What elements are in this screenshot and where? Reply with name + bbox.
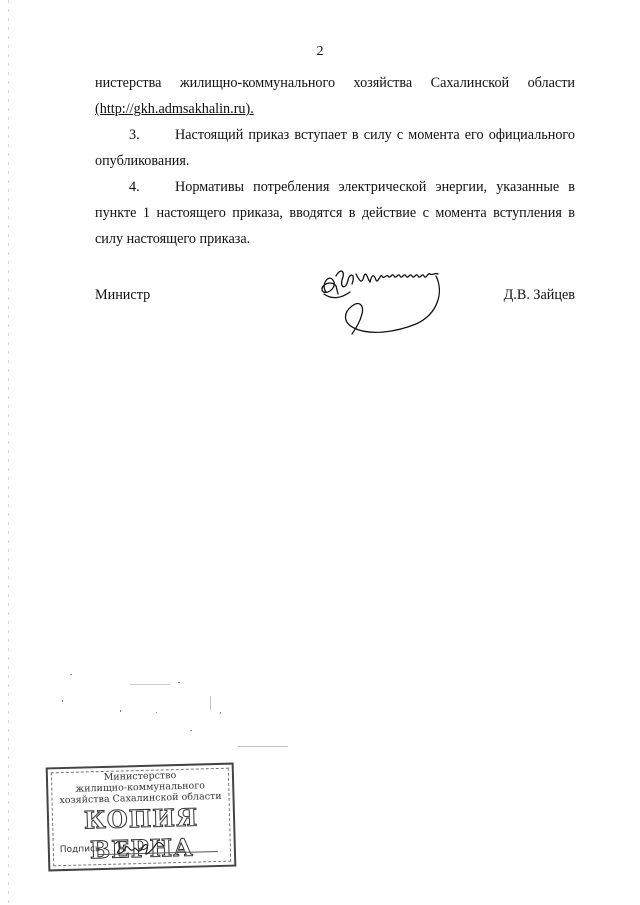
body-line-2	[95, 96, 575, 122]
paragraph-4-text-end: силу настоящего приказа.	[95, 231, 251, 247]
stamp-signature-label: Подпись	[59, 844, 101, 856]
paragraph-3-text-cont: опубликования.	[95, 153, 190, 169]
paragraph-4-line-1	[95, 174, 575, 200]
stamp-handwritten-initials	[111, 832, 172, 862]
body-line-1	[95, 70, 575, 96]
scan-edge-artifact	[8, 0, 9, 905]
handwritten-signature	[312, 262, 452, 342]
paragraph-3-line-2	[95, 148, 575, 174]
website-link[interactable]: (http://gkh.admsakhalin.ru).	[95, 101, 254, 117]
paragraph-3-text: Настоящий приказ вступает в силу с момента его официального	[175, 127, 575, 143]
certified-copy-stamp	[46, 763, 237, 872]
document-body	[95, 70, 575, 252]
stamp-region-line: хозяйства Сахалинской области	[59, 790, 222, 807]
paragraph-4-text-cont: пункте 1 настоящего приказа, вводятся в действие с момента вступления в	[95, 205, 575, 221]
stamp-headline: КОПИЯ ВЕРНА	[83, 802, 199, 865]
paragraph-4-line-2	[95, 200, 575, 226]
paragraph-4-text: Нормативы потребления электрической энергии, указанные в	[175, 179, 575, 195]
body-line-1-text: нистерства жилищно-коммунального хозяйства Сахалинской области	[95, 75, 575, 91]
item-number-3: 3.	[129, 127, 140, 143]
signer-position: Министр	[95, 287, 151, 303]
stamp-department-line: жилищно-коммунального	[75, 780, 206, 795]
paragraph-3-line-1	[95, 122, 575, 148]
page-number: 2	[316, 44, 324, 59]
stamp-ministry-line: Министерство	[103, 770, 177, 783]
item-number-4: 4.	[129, 179, 140, 195]
paragraph-4-line-3	[95, 226, 575, 252]
scan-noise	[60, 670, 300, 760]
signer-name: Д.В. Зайцев	[503, 287, 575, 303]
